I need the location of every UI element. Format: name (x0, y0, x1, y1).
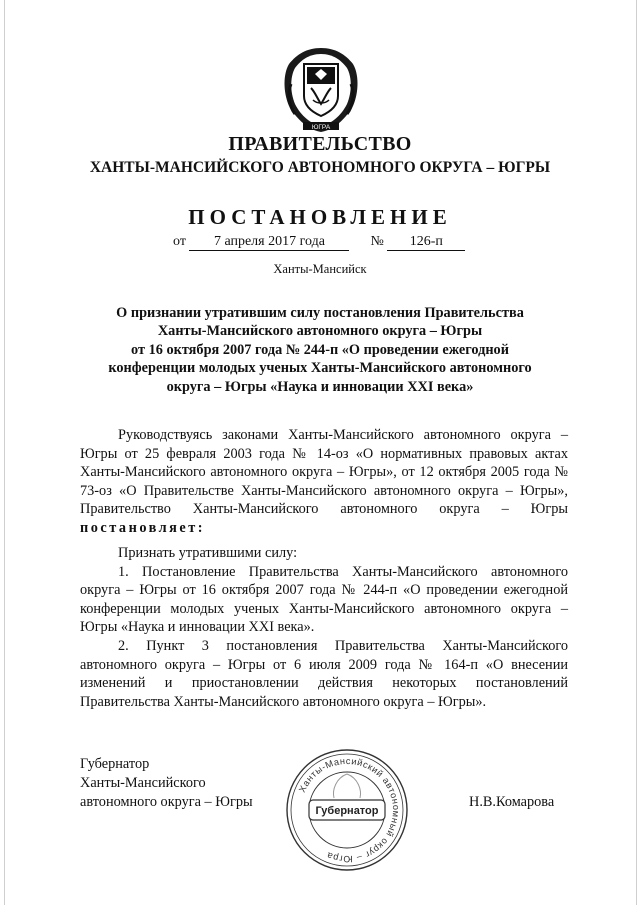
position-line: Ханты-Мансийского (80, 775, 206, 791)
subject-line: Ханты-Мансийского автономного округа – Югры (157, 323, 483, 340)
subject-line: округа – Югры «Наука и инновации XXI века» (166, 378, 474, 395)
resolution-body (80, 544, 568, 711)
document-number: 126-п (387, 234, 465, 251)
position-line: Губернатор (80, 756, 150, 772)
number-label: № (370, 234, 384, 249)
resolution-intro: Признать утратившими силу: (118, 545, 298, 561)
resolution-item-1: 1. Постановление Правительства Ханты-Мансийского автономного округа – Югры от 16 октября 2007 года № 244-п «О проведении ежегодной конференции молодых ученых Ханты-Мансийского автономного округа – Югры «Наука и инновации XXI века». (80, 563, 568, 636)
official-seal (282, 744, 412, 876)
subject-line: конференции молодых ученых Ханты-Мансийского автономного (108, 360, 532, 377)
resolves-word: постановляет: (80, 519, 206, 536)
coat-of-arms-emblem (277, 44, 365, 136)
seal-ring-text: Ханты-Мансийский автономный округ – Югра (296, 755, 402, 865)
subject-line: от 16 октября 2007 года № 244-п «О проведении ежегодной (131, 341, 509, 358)
signatory-name: Н.В.Комарова (469, 794, 555, 810)
date-number-line (173, 234, 465, 251)
org-title: ПРАВИТЕЛЬСТВО (228, 133, 412, 155)
city: Ханты-Мансийск (273, 262, 367, 276)
resolution-item-2: 2. Пункт 3 постановления Правительства Ханты-Мансийского автономного округа – Югры от 6 июля 2009 года № 164-п «О внесении изменений и приостановлении действия некоторых постановлений Правительства Ханты-Мансийского автономного округа – Югры». (80, 637, 568, 710)
emblem-text: ЮГРА (311, 124, 331, 131)
document-date: 7 апреля 2017 года (189, 234, 349, 251)
preamble (80, 426, 568, 538)
signatory-position (80, 755, 253, 812)
position-line: автономного округа – Югры (80, 794, 253, 810)
org-subtitle: ХАНТЫ-МАНСИЙСКОГО АВТОНОМНОГО ОКРУГА – ЮГРЫ (89, 159, 551, 176)
preamble-text: Руководствуясь законами Ханты-Мансийского автономного округа – Югры от 25 февраля 2003 года № 14-оз «О нормативных правовых актах Ханты-Мансийского автономного округа – Югры», от 12 октября 2005 года № 73-оз «О Правительстве Ханты-Мансийского автономного округа – Югры», Правительство Ханты-Мансийского автономного округа – Югры (80, 427, 568, 518)
document-type: ПОСТАНОВЛЕНИЕ (188, 205, 452, 229)
from-label: от (173, 234, 186, 249)
seal-center-text: Губернатор (315, 805, 379, 817)
document-subject (95, 304, 545, 396)
subject-line: О признании утратившим силу постановления Правительства (116, 305, 524, 321)
